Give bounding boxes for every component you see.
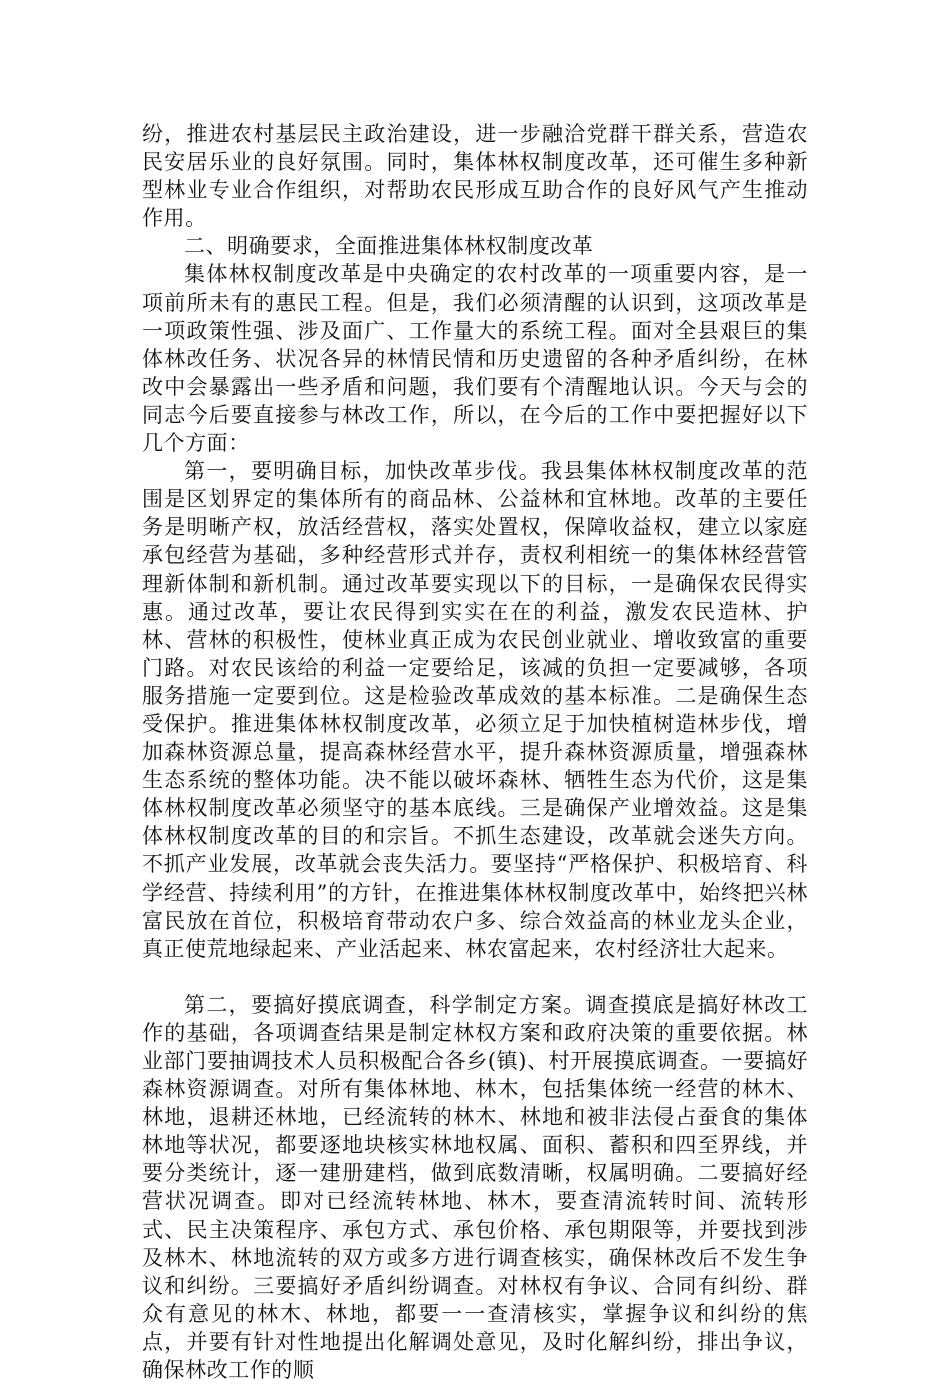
document-page <box>142 120 808 1384</box>
paragraph-second-point: 第二，要搞好摸底调查，科学制定方案。调查摸底是搞好林改工作的基础，各项调查结果是制定林权方案和政府决策的重要依据。林业部门要抽调技术人员积极配合各乡(镇)、村开展摸底调查。一要搞好森林资源调查。对所有集体林地、林木，包括集体统一经营的林木、林地，退耕还林地，已经流转的林木、林地和被非法侵占蚕食的集体林地等状况，都要逐地块核实林地权属、面积、蓄积和四至界线，并要分类统计，逐一建册建档，做到底数清晰，权属明确。二要搞好经营状况调查。即对已经流转林地、林木，要查清流转时间、流转形式、民主决策程序、承包方式、承包价格、承包期限等，并要找到涉及林木、林地流转的双方或多方进行调查核实，确保林改后不发生争议和纠纷。三要搞好矛盾纠纷调查。对林权有争议、合同有纠纷、群众有意见的林木、林地，都要一一查清核实，掌握争议和纠纷的焦点，并要有针对性地提出化解调处意见，及时化解纠纷，排出争议，确保林改工作的顺 <box>142 992 808 1383</box>
section-heading: 二、明确要求，全面推进集体林权制度改革 <box>184 234 594 259</box>
paragraph-intro: 集体林权制度改革是中央确定的农村改革的一项重要内容，是一项前所未有的惠民工程。但是，我们必须清醒的认识到，这项改革是一项政策性强、涉及面广、工作量大的系统工程。面对全县艰巨的集体林改任务、状况各异的林情民情和历史遗留的各种矛盾纠纷，在林改中会暴露出一些矛盾和问题，我们要有个清醒地认识。今天与会的同志今后要直接参与林改工作，所以，在今后的工作中要把握好以下几个方面： <box>142 262 808 456</box>
paragraph-spacer <box>142 963 808 991</box>
paragraph-first-point: 第一，要明确目标，加快改革步伐。我县集体林权制度改革的范围是区划界定的集体所有的商品林、公益林和宜林地。改革的主要任务是明晰产权，放活经营权，落实处置权，保障收益权，建立以家庭承包经营为基础，多种经营形式并存，责权利相统一的集体林经营管理新体制和新机制。通过改革要实现以下的目标，一是确保农民得实惠。通过改革，要让农民得到实实在在的利益，激发农民造林、护林、营林的积极性，使林业真正成为农民创业就业、增收致富的重要门路。对农民该给的利益一定要给足，该减的负担一定要减够，各项服务措施一定要到位。这是检验改革成效的基本标准。二是确保生态受保护。推进集体林权制度改革，必须立足于加快植树造林步伐，增加森林资源总量，提高森林经营水平，提升森林资源质量，增强森林生态系统的整体功能。决不能以破坏森林、牺牲生态为代价，这是集体林权制度改革必须坚守的基本底线。三是确保产业增效益。这是集体林权制度改革的目的和宗旨。不抓生态建设，改革就会迷失方向。不抓产业发展，改革就会丧失活力。要坚持“严格保护、积极培育、科学经营、持续利用”的方针，在推进集体林权制度改革中，始终把兴林富民放在首位，积极培育带动农户多、综合效益高的林业龙头企业，真正使荒地绿起来、产业活起来、林农富起来，农村经济壮大起来。 <box>142 459 808 961</box>
paragraph-continuation: 纷，推进农村基层民主政治建设，进一步融洽党群干群关系，营造农民安居乐业的良好氛围。同时，集体林权制度改革，还可催生多种新型林业专业合作组织，对帮助农民形成互助合作的良好风气产生推动作用。 <box>142 122 808 231</box>
